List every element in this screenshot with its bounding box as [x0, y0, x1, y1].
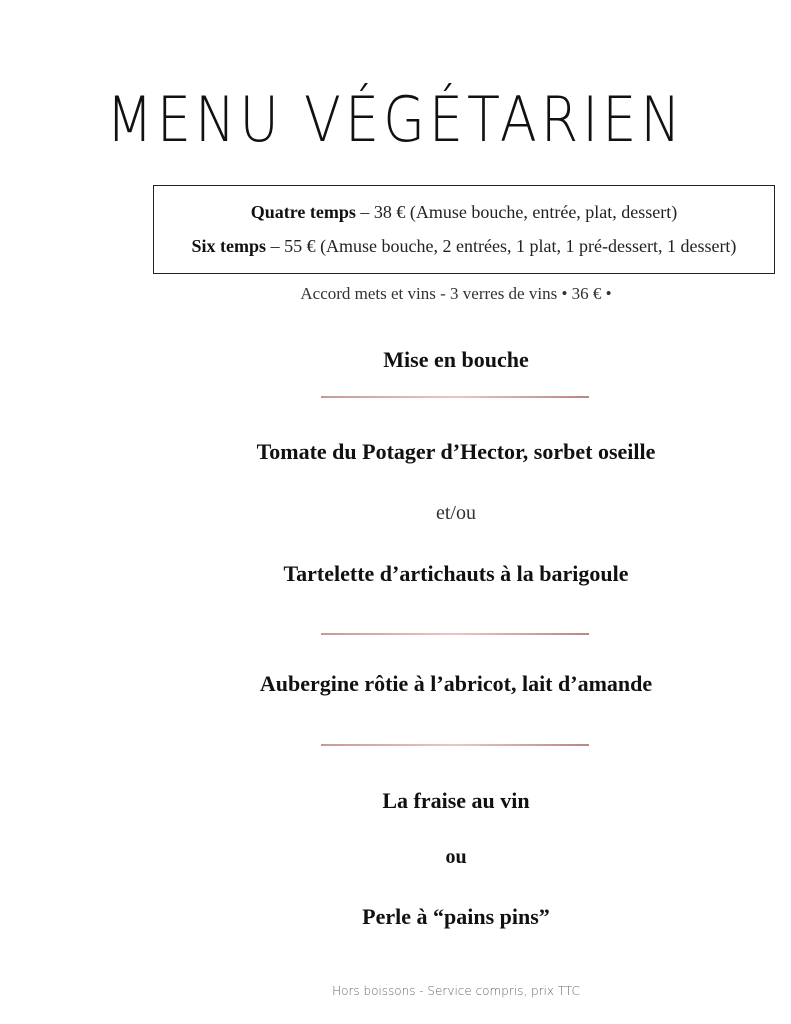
pricing-box: [153, 185, 775, 274]
divider-1: [321, 396, 589, 398]
divider-3: [321, 744, 589, 746]
footer-note: Hors boissons - Service compris, prix TTC: [332, 984, 580, 998]
starter-connector: et/ou: [436, 502, 476, 524]
six-course-details: – 55 € (Amuse bouche, 2 entrées, 1 plat, 1 pré-dessert, 1 dessert): [266, 236, 737, 256]
divider-2: [321, 633, 589, 635]
course-starter-2: Tartelette d’artichauts à la barigoule: [283, 561, 629, 586]
page-title: MENU VÉGÉTARIEN: [106, 83, 685, 156]
course-dessert-1: La fraise au vin: [382, 788, 530, 813]
course-dessert-2: Perle à “pains pins”: [362, 904, 550, 929]
four-course-price: [154, 202, 774, 223]
wine-pairing: Accord mets et vins - 3 verres de vins • 36 € •: [300, 284, 612, 303]
course-amuse: Mise en bouche: [383, 347, 529, 372]
course-main: Aubergine rôtie à l’abricot, lait d’amande: [259, 671, 653, 696]
four-course-label: Quatre temps: [250, 202, 356, 222]
six-course-price: [154, 236, 774, 257]
dessert-connector: ou: [445, 846, 467, 868]
course-starter-1: Tomate du Potager d’Hector, sorbet oseille: [256, 439, 656, 464]
six-course-label: Six temps: [191, 236, 267, 256]
four-course-details: – 38 € (Amuse bouche, entrée, plat, dessert): [355, 202, 678, 222]
